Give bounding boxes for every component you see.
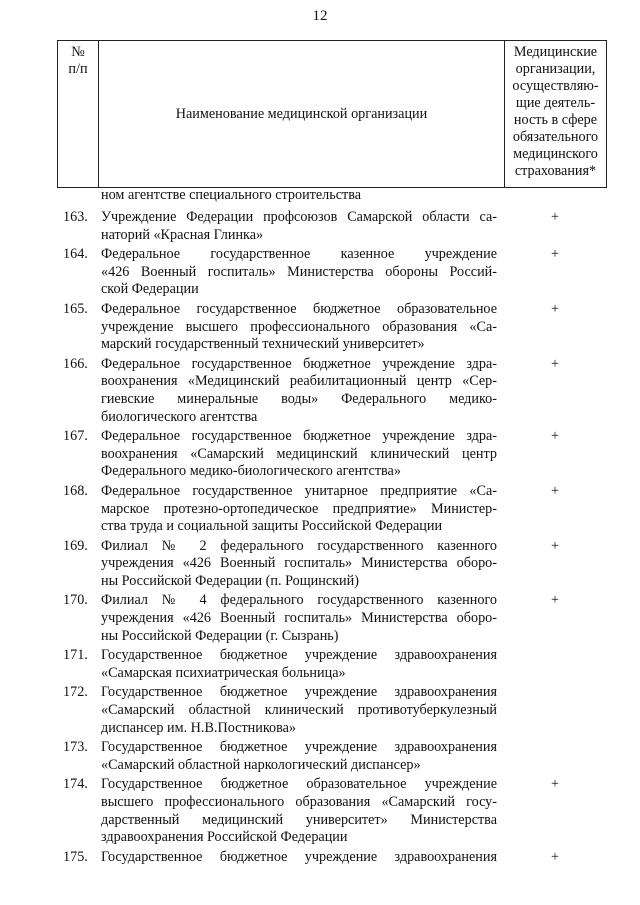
header-mo-line: Медицинские xyxy=(513,44,598,60)
table-row xyxy=(0,428,640,481)
organization-name-line: учреждение высшего профессионального образования «Са- xyxy=(101,318,497,335)
oms-participation-mark: + xyxy=(550,246,559,263)
header-number-abbrev: п/п xyxy=(68,61,88,77)
organization-name-line: марское протезно-ортопедическое предприятие» Министер- xyxy=(101,500,497,517)
row-number: 166. xyxy=(63,355,88,372)
row-number: 173. xyxy=(63,739,88,756)
organization-name-line: Федеральное государственное казенное учреждение xyxy=(101,246,497,263)
organization-name-line: воохранения «Медицинский реабилитационный центр «Сер- xyxy=(101,373,497,390)
row-number: 167. xyxy=(63,428,88,445)
organization-name-line: Учреждение Федерации профсоюзов Самарской области са- xyxy=(101,209,497,225)
oms-participation-mark: + xyxy=(550,537,559,554)
organization-name-line: «Самарский областной наркологический диспансер» xyxy=(101,756,421,773)
header-number-column xyxy=(58,41,99,188)
organization-name-line: Филиал № 2 федерального государственного казенного xyxy=(101,537,497,554)
organization-name-line: Филиал № 4 федерального государственного казенного xyxy=(101,592,497,609)
organization-name-line: воохранения «Самарский медицинский клинический центр xyxy=(101,445,497,462)
header-mo-line: страхования* xyxy=(514,163,597,179)
row-number: 175. xyxy=(63,848,88,865)
header-mo-line: организации, xyxy=(515,61,596,77)
organization-name-line: диспансер им. Н.В.Постникова» xyxy=(101,719,297,736)
organization-name-line: Федеральное государственное унитарное предприятие «Са- xyxy=(101,482,497,499)
table-row xyxy=(0,684,640,737)
row-number: 172. xyxy=(63,684,88,701)
table-row xyxy=(0,538,640,591)
oms-participation-mark: + xyxy=(550,776,559,793)
header-mo-line: ность в сфере xyxy=(513,112,598,128)
organization-name-line: ской Федерации xyxy=(101,281,199,298)
organization-name-line: «426 Военный госпиталь» Министерства обороны Россий- xyxy=(101,263,497,280)
organization-name xyxy=(101,684,497,737)
organization-name xyxy=(101,428,497,481)
oms-participation-mark: + xyxy=(550,355,559,372)
organization-name-line: учреждения «426 Военный госпиталь» Министерства оборо- xyxy=(101,555,497,572)
oms-participation-mark: + xyxy=(550,482,559,499)
row-number: 170. xyxy=(63,592,88,609)
organization-name xyxy=(101,246,497,299)
table-row xyxy=(0,483,640,536)
row-number: 165. xyxy=(63,300,88,317)
organization-name-line: ны Российской Федерации (г. Сызрань) xyxy=(101,627,339,644)
oms-participation-mark: + xyxy=(550,300,559,317)
organization-name xyxy=(101,776,497,846)
header-mo-line: обязательного xyxy=(512,129,599,145)
organization-name-line: Федеральное государственное бюджетное образовательное xyxy=(101,300,497,317)
organization-name-line: наторий «Красная Глинка» xyxy=(101,226,264,243)
row-number: 164. xyxy=(63,246,88,263)
organization-name-line: марский государственный технический университет» xyxy=(101,336,425,353)
organization-name xyxy=(101,849,497,867)
table-row xyxy=(0,849,640,867)
organization-name-line: Федеральное государственное бюджетное учреждение здра- xyxy=(101,355,497,372)
header-mo-line: медицинского xyxy=(513,146,598,162)
table-row xyxy=(0,246,640,299)
organization-name-line: «Самарская психиатрическая больница» xyxy=(101,664,346,681)
row-number: 169. xyxy=(63,537,88,554)
organization-name-line: Государственное бюджетное учреждение здравоохранения xyxy=(101,739,497,756)
header-name-column: Наименование медицинской организации xyxy=(99,41,505,188)
organization-name-line: Государственное бюджетное образовательное учреждение xyxy=(101,776,497,793)
organization-name-line: учреждения «426 Военный госпиталь» Министерства оборо- xyxy=(101,610,497,627)
organization-name-line: Государственное бюджетное учреждение здравоохранения xyxy=(101,647,497,664)
organization-name xyxy=(101,209,497,244)
row-number: 174. xyxy=(63,776,88,793)
organization-name-line: Государственное бюджетное учреждение здравоохранения xyxy=(101,848,497,865)
organization-name-line: здравоохранения Российской Федерации xyxy=(101,829,348,846)
organization-name-line: гиевские минеральные воды» Федерального медико- xyxy=(101,390,497,407)
table-row xyxy=(0,776,640,846)
table-row xyxy=(0,301,640,354)
table-row xyxy=(0,356,640,426)
table-row xyxy=(0,592,640,645)
organization-name xyxy=(101,739,497,774)
row-number: 168. xyxy=(63,482,88,499)
table-row xyxy=(0,647,640,682)
row-number: 171. xyxy=(63,647,88,664)
organization-name-line: Федерального медико-биологического агентства» xyxy=(101,463,401,480)
oms-participation-mark: + xyxy=(550,428,559,445)
oms-participation-mark: + xyxy=(550,592,559,609)
organization-name xyxy=(101,538,497,591)
header-mo-line: щие деятель- xyxy=(515,95,596,111)
organization-name-line: Федеральное государственное бюджетное учреждение здра- xyxy=(101,428,497,445)
header-number-sign: № xyxy=(71,44,85,60)
organization-list xyxy=(0,209,640,868)
organization-name xyxy=(101,592,497,645)
organization-name-line: «Самарский областной клинический противотуберкулезный xyxy=(101,702,497,719)
table-row xyxy=(0,209,640,244)
header-mo-column xyxy=(505,41,607,188)
organization-name-line: Государственное бюджетное учреждение здравоохранения xyxy=(101,684,497,701)
header-mo-line: осуществляю- xyxy=(512,78,599,94)
row-number: 163. xyxy=(63,209,88,225)
organization-name-line: биологического агентства xyxy=(101,408,258,425)
organization-name xyxy=(101,647,497,682)
organization-name xyxy=(101,356,497,426)
organization-name-line: ства труда и социальной защиты Российской Федерации xyxy=(101,518,443,535)
organization-name-line: дарственный медицинский университет» Министерства xyxy=(101,811,497,828)
table-row xyxy=(0,739,640,774)
organization-name xyxy=(101,483,497,536)
table-header xyxy=(57,40,607,188)
oms-participation-mark: + xyxy=(550,209,559,225)
organization-name-line: ны Российской Федерации (п. Рощинский) xyxy=(101,572,359,589)
organization-name-line: высшего профессионального образования «Самарский госу- xyxy=(101,794,497,810)
continued-entry-line: ном агентстве специального строительства xyxy=(101,187,362,203)
page-number: 12 xyxy=(312,8,328,24)
oms-participation-mark: + xyxy=(550,848,559,865)
organization-name xyxy=(101,301,497,354)
